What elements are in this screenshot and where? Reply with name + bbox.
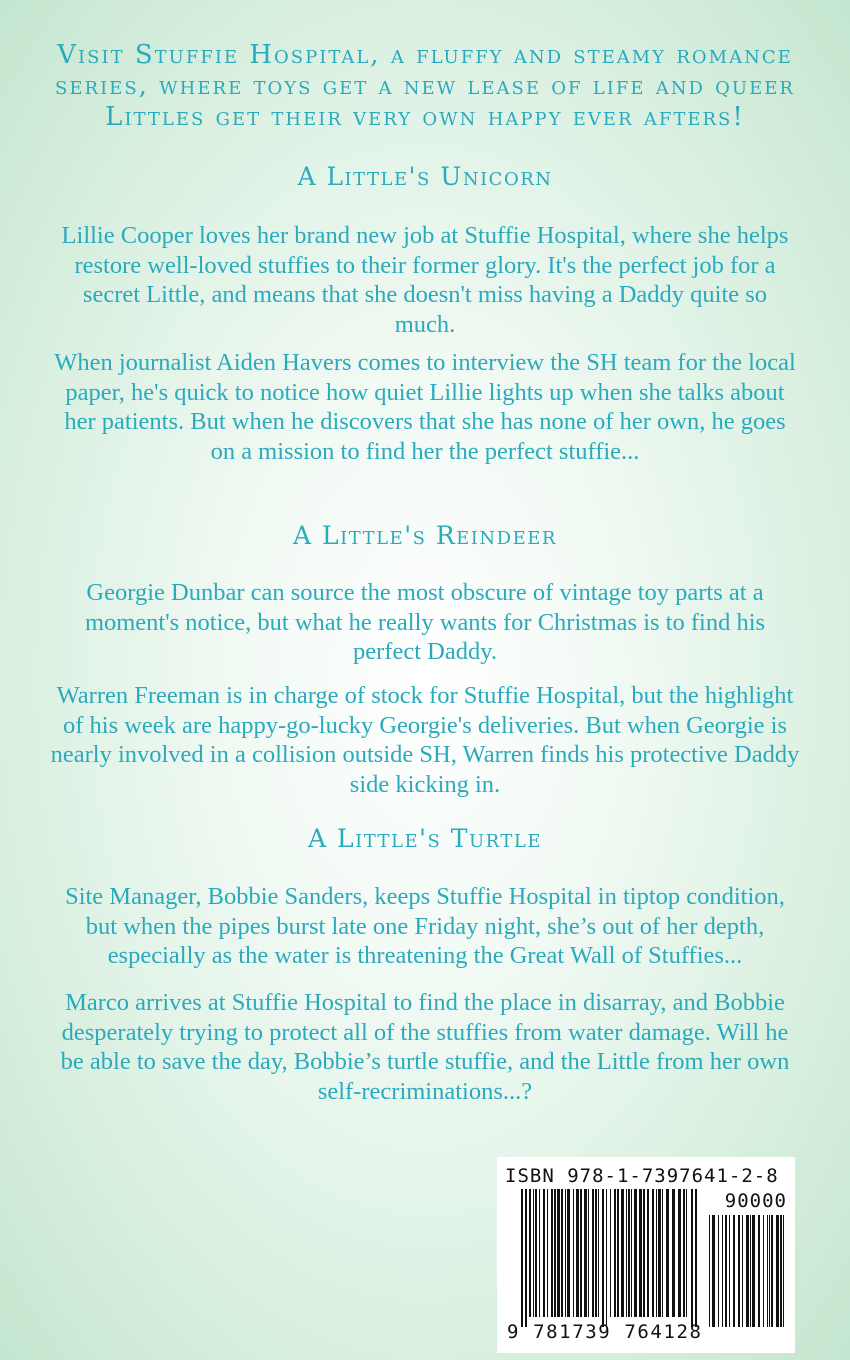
barcode-bar (722, 1215, 723, 1327)
book-title-reindeer: A Little's Reindeer (293, 521, 557, 550)
barcode-bar (733, 1215, 735, 1327)
barcode-bar (652, 1189, 654, 1317)
isbn-number: ISBN 978-1-7397641-2-8 (505, 1165, 779, 1187)
barcode-bar (543, 1189, 545, 1317)
barcode-bar (565, 1189, 566, 1317)
series-intro: Visit Stuffie Hospital, a fluffy and steamy romance series, where toys get a new lease of life and queer Littles get their very own happy ever afters! (55, 40, 795, 132)
barcode-bar (662, 1189, 663, 1317)
barcode-bar (626, 1189, 627, 1317)
isbn-barcode (497, 1157, 795, 1353)
turtle-paragraph-1: Site Manager, Bobbie Sanders, keeps Stuffie Hospital in tiptop condition, but when the pipes burst late one Friday night, she’s out of her depth, especially as the water is threatening the Great Wall of Stuffies... (65, 883, 785, 969)
barcode-bar (672, 1189, 675, 1317)
barcode-bar (695, 1189, 697, 1327)
barcode-bar (780, 1215, 782, 1327)
barcode-bar (521, 1189, 523, 1327)
barcode-bar (725, 1215, 727, 1327)
ean-digits: 9 781739 764128 (507, 1321, 703, 1343)
barcode-bar (628, 1189, 630, 1317)
barcode-bar (610, 1189, 611, 1317)
barcode-bar (763, 1215, 764, 1327)
barcode-bar (580, 1189, 582, 1317)
barcode-bar (573, 1189, 574, 1317)
barcode-bar (686, 1189, 687, 1317)
barcode-bar (561, 1189, 563, 1317)
barcode-bar (533, 1189, 534, 1317)
barcode-bar (771, 1215, 773, 1327)
barcode-bar (738, 1215, 740, 1327)
barcode-bar (718, 1215, 719, 1327)
barcode-bar (752, 1215, 755, 1327)
unicorn-paragraph-2: When journalist Aiden Havers comes to interview the SH team for the local paper, he's quick to notice how quiet Lillie lights up when she talks about her patients. But when he discovers that she has none of her own, he goes on a mission to find her the perfect stuffie... (54, 349, 796, 465)
unicorn-paragraph-1: Lillie Cooper loves her brand new job at Stuffie Hospital, where she helps restore well-loved stuffies to their former glory. It's the perfect job for a secret Little, and means that she doesn't miss having a Daddy quite so much. (61, 222, 789, 338)
barcode-bar (746, 1215, 749, 1327)
barcode-bar (614, 1189, 616, 1317)
barcode-bar (621, 1189, 624, 1317)
barcode-bar (576, 1189, 579, 1317)
barcode-bar (631, 1189, 632, 1317)
barcode-bar (551, 1189, 553, 1317)
barcode-bar (598, 1189, 599, 1317)
barcode-bar (729, 1215, 730, 1327)
barcode-bar (606, 1189, 607, 1327)
barcode-bar (547, 1189, 548, 1317)
reindeer-paragraph-1: Georgie Dunbar can source the most obscure of vintage toy parts at a moment's notice, but what he really wants for Christmas is to find his perfect Daddy. (84, 579, 766, 665)
book-title-turtle: A Little's Turtle (308, 824, 542, 853)
barcode-bar (678, 1189, 681, 1317)
barcode-bar (783, 1215, 784, 1327)
barcode-bar (658, 1189, 661, 1317)
barcode-bar (557, 1189, 560, 1317)
barcode-bar (758, 1215, 760, 1327)
barcode-bar (584, 1189, 587, 1317)
barcode-bar (656, 1189, 657, 1317)
barcode-bar (691, 1189, 693, 1327)
barcode-bar (709, 1215, 710, 1327)
barcode-bar (769, 1215, 770, 1327)
turtle-paragraph-2: Marco arrives at Stuffie Hospital to find the place in disarray, and Bobbie desperately trying to protect all of the stuffies from water damage. Will he be able to save the day, Bobbie’s turtle stuffie, and the Little from her own self-recriminations...? (60, 989, 790, 1105)
barcode-bar (634, 1189, 637, 1317)
barcode-bar (525, 1189, 527, 1327)
barcode-bar (529, 1189, 531, 1317)
barcode-bar (592, 1189, 594, 1317)
barcode-bar (588, 1189, 589, 1317)
barcode-bar (666, 1189, 669, 1317)
reindeer-paragraph-2: Warren Freeman is in charge of stock for Stuffie Hospital, but the highlight of his week are happy-go-lucky Georgie's deliveries. But when Georgie is nearly involved in a collision outside SH, Warren finds his protective Daddy side kicking in. (50, 682, 800, 798)
barcode-bar (776, 1215, 779, 1327)
barcode-bar (767, 1215, 768, 1327)
barcode-bar (539, 1189, 540, 1317)
barcode-bar (602, 1189, 604, 1327)
barcode-bar (643, 1189, 645, 1317)
barcode-bar (639, 1189, 642, 1317)
book-title-unicorn: A Little's Unicorn (297, 162, 553, 191)
barcode-bar (742, 1215, 743, 1327)
barcode-bar (617, 1189, 619, 1317)
barcode-bar (647, 1189, 649, 1317)
barcode-addon-number: 90000 (724, 1190, 787, 1212)
barcode-bar (535, 1189, 537, 1317)
barcode-bar (554, 1189, 556, 1317)
barcode-bar (595, 1189, 597, 1317)
barcode-bar (683, 1189, 685, 1317)
barcode-bar (712, 1215, 715, 1327)
barcode-bar (750, 1215, 751, 1327)
barcode-bar (567, 1189, 570, 1317)
